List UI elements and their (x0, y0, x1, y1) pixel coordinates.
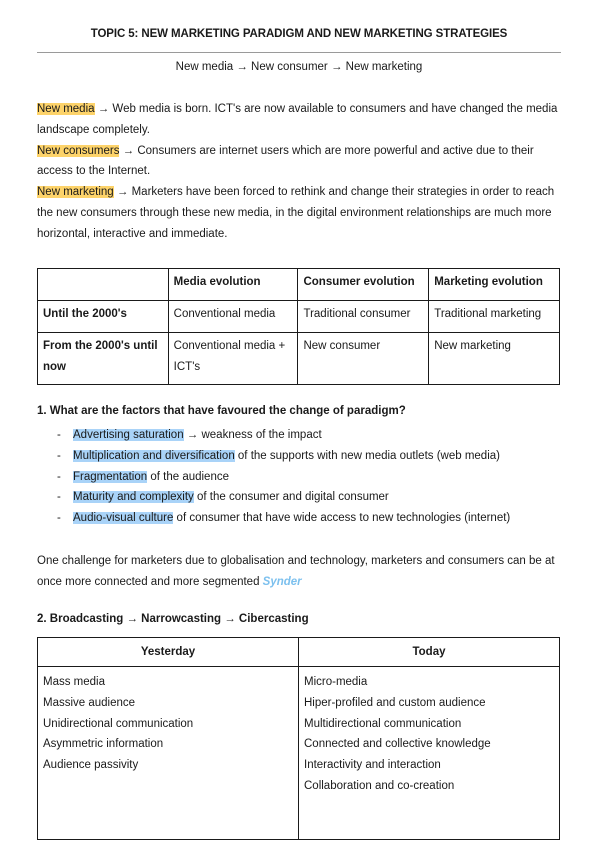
evolution-table (37, 268, 560, 385)
list-item: Unidirectional communication (43, 717, 194, 730)
highlighted-term: New marketing (37, 186, 114, 199)
table-cell: Conventional media + ICT's (168, 333, 298, 385)
page-title: TOPIC 5: NEW MARKETING PARADIGM AND NEW MARKETING STRATEGIES (90, 28, 508, 40)
table-header-row (38, 638, 560, 667)
list-item-text: of the supports with new media outlets (web media) (234, 449, 500, 462)
definition-new-consumers (37, 141, 561, 183)
definition-text: → Consumers are internet users which are more powerful and active due to their access to the Internet. (37, 144, 534, 178)
question-1-heading: 1. What are the factors that have favoured the change of paradigm? (37, 405, 406, 417)
definition-text: → Web media is born. ICT's are now available to consumers and have changed the media landscape completely. (37, 103, 558, 136)
list-item: Connected and collective knowledge (304, 738, 491, 751)
definition-text: → Marketers have been forced to rethink and change their strategies in order to reach the new consumers through these new media, in the digital environment relationships are much more horizontal, interactive and immediate. (37, 186, 555, 240)
challenge-paragraph (37, 551, 561, 593)
list-item: Audience passivity (43, 759, 139, 772)
highlighted-term: Multiplication and diversification (73, 449, 235, 462)
intro-definitions (37, 99, 561, 245)
table-cell: New consumer (298, 333, 429, 385)
casting-comparison-table (37, 637, 560, 840)
list-dash: - (57, 491, 61, 504)
table-header-cell (38, 269, 169, 301)
list-item: Massive audience (43, 696, 136, 709)
highlighted-term: Audio-visual culture (73, 512, 174, 525)
list-item: Asymmetric information (43, 738, 164, 751)
highlighted-term: Maturity and complexity (73, 491, 194, 504)
table-header-cell: Today (299, 638, 560, 667)
author-name: Synder (262, 575, 302, 588)
table-row (38, 667, 560, 840)
table-header-cell: Yesterday (38, 638, 299, 667)
list-item: Collaboration and co-creation (304, 779, 455, 792)
table-row (38, 333, 560, 385)
question-2-heading: 2. Broadcasting → Narrowcasting → Cibercasting (37, 613, 309, 625)
list-item: Multidirectional communication (304, 717, 462, 730)
page-subtitle: New media → New consumer → New marketing (175, 61, 423, 73)
list-item (37, 467, 561, 488)
list-item: Mass media (43, 676, 105, 688)
list-item (37, 446, 561, 467)
table-cell: Traditional marketing (429, 301, 560, 333)
list-item-text: of the consumer and digital consumer (193, 491, 389, 504)
list-dash: - (57, 449, 61, 462)
list-item (37, 487, 561, 508)
definition-new-media (37, 99, 561, 141)
table-row-label: From the 2000's until now (38, 333, 169, 385)
today-column (299, 667, 560, 840)
list-item-text: of the audience (147, 470, 229, 483)
challenge-text: One challenge for marketers due to globalisation and technology, marketers and consumers can be at once more connected and more segmented (37, 555, 555, 588)
table-header-row (38, 269, 560, 301)
table-cell: Traditional consumer (298, 301, 429, 333)
list-dash: - (57, 429, 61, 441)
table-cell: Conventional media (168, 301, 298, 333)
list-item: Interactivity and interaction (304, 759, 441, 772)
highlighted-term: New consumers (37, 144, 120, 157)
list-item-text: → weakness of the impact (183, 429, 322, 441)
list-item (37, 425, 561, 446)
list-item (37, 508, 561, 529)
factors-list (37, 425, 561, 529)
highlighted-term: New media (37, 103, 95, 115)
table-row-label: Until the 2000's (38, 301, 169, 333)
list-item: Micro-media (304, 676, 368, 688)
table-row (38, 301, 560, 333)
highlighted-term: Advertising saturation (73, 429, 184, 441)
list-dash: - (57, 512, 61, 525)
definition-new-marketing (37, 182, 561, 244)
table-header-cell: Marketing evolution (429, 269, 560, 301)
highlighted-term: Fragmentation (73, 470, 148, 483)
table-cell: New marketing (429, 333, 560, 385)
list-dash: - (57, 470, 61, 483)
title-divider (37, 52, 561, 53)
list-item: Hiper-profiled and custom audience (304, 696, 486, 709)
list-item-text: of consumer that have wide access to new technologies (internet) (173, 512, 511, 525)
table-header-cell: Consumer evolution (298, 269, 429, 301)
yesterday-column (38, 667, 299, 840)
table-header-cell: Media evolution (168, 269, 298, 301)
